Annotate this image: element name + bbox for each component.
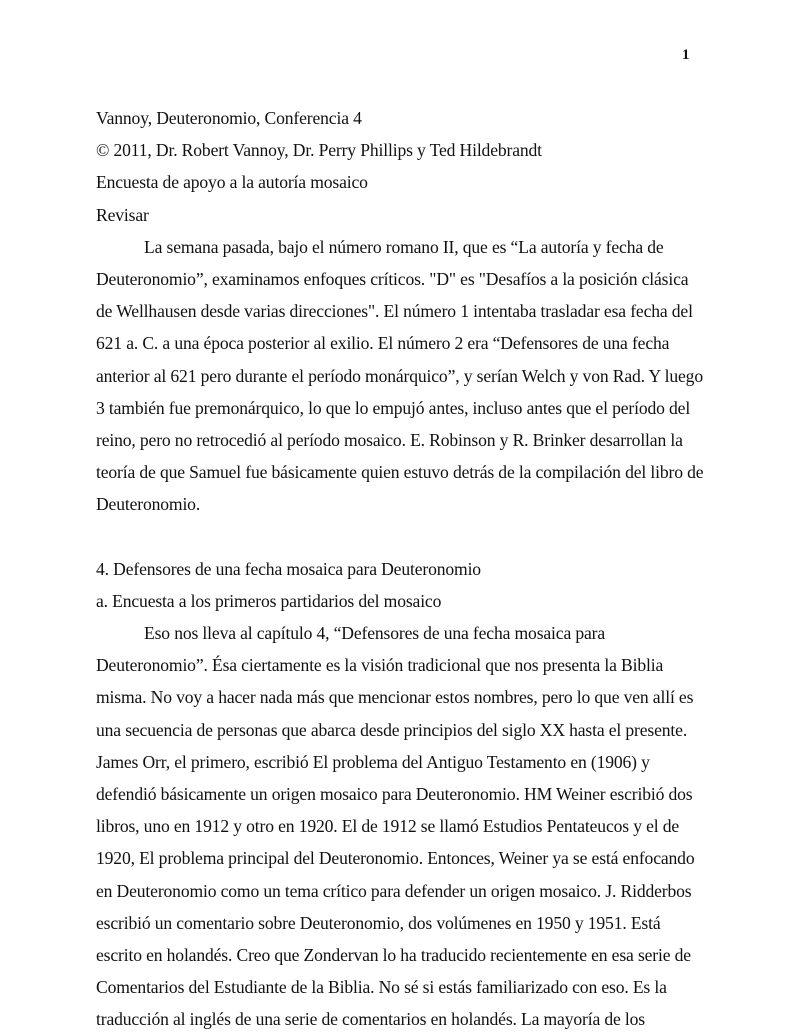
paragraph-line: Deuteronomio”. Ésa ciertamente es la visión tradicional que nos presenta la Biblia: [96, 655, 664, 676]
paragraph-line: 3 también fue premonárquico, lo que lo empujó antes, incluso antes que el período del: [96, 397, 691, 418]
paragraph-line: escrito en holandés. Creo que Zondervan lo ha traducido recientemente en esa serie de: [96, 944, 691, 965]
paragraph-line: misma. No voy a hacer nada más que mencionar estos nombres, pero lo que ven allí es: [96, 687, 694, 708]
paragraph-line: traducción al inglés de una serie de comentarios en holandés. La mayoría de los: [96, 1009, 645, 1030]
document-title: Vannoy, Deuteronomio, Conferencia 4: [96, 108, 362, 128]
paragraph-mosaic-defenders: [96, 617, 706, 1035]
paragraph-line: una secuencia de personas que abarca desde principios del siglo XX hasta el presente.: [96, 719, 688, 740]
paragraph-line: Eso nos lleva al capítulo 4, “Defensores de una fecha mosaica para: [144, 623, 606, 643]
section-heading-4: 4. Defensores de una fecha mosaica para Deuteronomio: [96, 558, 481, 579]
paragraph-line: Deuteronomio”, examinamos enfoques críticos. "D" es "Desafíos a la posición clásica: [96, 268, 689, 289]
paragraph-line: defendió básicamente un origen mosaico para Deuteronomio. HM Weiner escribió dos: [96, 783, 693, 804]
paragraph-line: en Deuteronomio como un tema crítico para defender un origen mosaico. J. Ridderbos: [96, 880, 692, 901]
paragraph-line: escribió un comentario sobre Deuteronomio, dos volúmenes en 1950 y 1951. Está: [96, 912, 661, 933]
section-label: Revisar: [96, 204, 149, 225]
paragraph-line: Deuteronomio.: [96, 494, 201, 515]
paragraph-line: anterior al 621 pero durante el período monárquico”, y serían Welch y von Rad. Y luego: [96, 365, 703, 386]
paragraph-line: libros, uno en 1912 y otro en 1920. El de 1912 se llamó Estudios Pentateucos y el de: [96, 816, 680, 837]
paragraph-line: 621 a. C. a una época posterior al exilio. El número 2 era “Defensores de una fecha: [96, 333, 670, 354]
paragraph-line: Comentarios del Estudiante de la Biblia. No sé si estás familiarizado con eso. Es la: [96, 977, 667, 998]
document-subtitle: Encuesta de apoyo a la autoría mosaico: [96, 172, 368, 193]
paragraph-line: teoría de que Samuel fue básicamente quien estuvo detrás de la compilación del libro de: [96, 462, 704, 483]
copyright-line: © 2011, Dr. Robert Vannoy, Dr. Perry Phillips y Ted Hildebrandt: [96, 140, 542, 161]
subsection-heading-4a: a. Encuesta a los primeros partidarios del mosaico: [96, 590, 442, 611]
page-number: 1: [682, 47, 690, 63]
paragraph-line: de Wellhausen desde varias direcciones". El número 1 intentaba trasladar esa fecha del: [96, 301, 693, 322]
blank-line: [96, 520, 706, 552]
paragraph-review: [96, 231, 706, 521]
document-body: [96, 102, 706, 1035]
paragraph-line: 1920, El problema principal del Deuteronomio. Entonces, Weiner ya se está enfocando: [96, 848, 695, 869]
paragraph-line: reino, pero no retrocedió al período mosaico. E. Robinson y R. Brinker desarrollan la: [96, 429, 683, 450]
paragraph-line: La semana pasada, bajo el número romano II, que es “La autoría y fecha de: [144, 236, 664, 257]
paragraph-line: James Orr, el primero, escribió El problema del Antiguo Testamento en (1906) y: [96, 751, 650, 772]
